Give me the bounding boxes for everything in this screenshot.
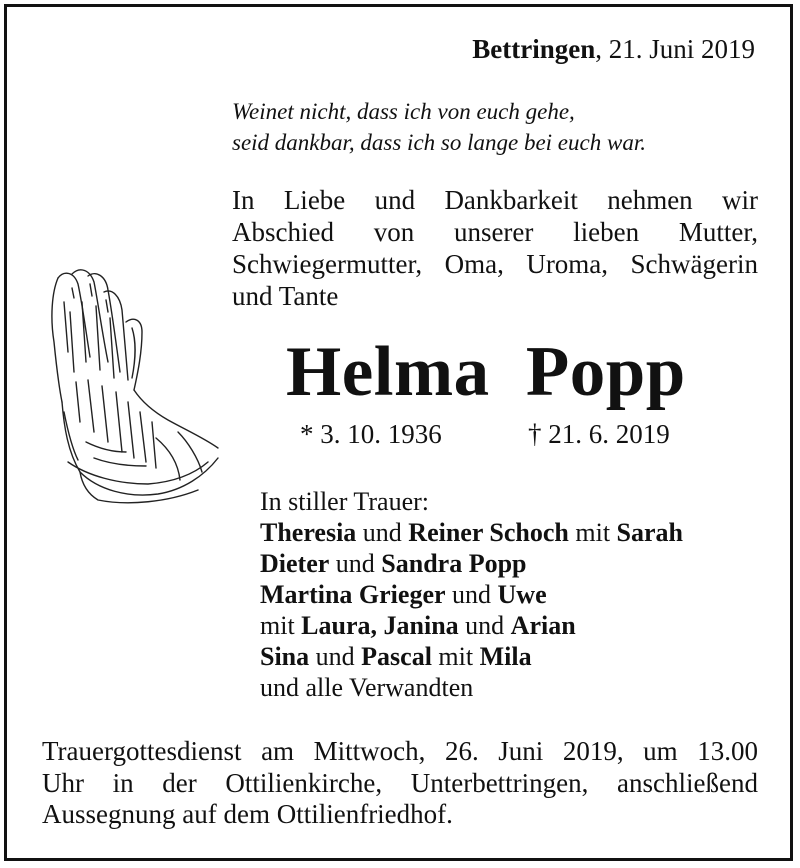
connector: und [445, 580, 498, 609]
mourner-name: Uwe [497, 580, 547, 609]
death-date: † 21. 6. 2019 [528, 419, 670, 449]
mourner-name: Mila [479, 642, 532, 671]
service-info [42, 736, 758, 831]
mourner-row [260, 610, 683, 641]
service-line: Aussegnung auf dem Ottilienfriedhof. [42, 799, 453, 829]
intro-line: und Tante [232, 281, 339, 311]
date: , 21. Juni 2019 [595, 34, 755, 64]
deceased-name: Helma Popp [286, 333, 686, 411]
mourner-name: Reiner Schoch [408, 518, 569, 547]
quote-line: Weinet nicht, dass ich von euch gehe, [232, 99, 575, 124]
connector: mit [431, 642, 480, 671]
quote-line: seid dankbar, dass ich so lange bei euch war. [232, 130, 646, 155]
mourner-name: Dieter [260, 549, 330, 578]
mourners-heading: In stiller Trauer: [260, 487, 429, 516]
mourner-name: Theresia [260, 518, 357, 547]
intro-line: Abschied von unserer lieben Mutter, [232, 217, 758, 247]
service-line: Uhr in der Ottilienkirche, Unterbettringen, anschließend [42, 767, 758, 798]
service-line: Trauergottesdienst am Mittwoch, 26. Juni 2019, um 13.00 [42, 736, 758, 766]
mourner-name: Sandra Popp [381, 549, 527, 578]
connector: mit [260, 611, 302, 640]
connector: und [458, 611, 511, 640]
praying-hands-icon [28, 262, 224, 506]
mourner-row [260, 517, 683, 548]
mourner-name: Martina Grieger [260, 580, 446, 609]
place-date [472, 34, 755, 65]
mourners-list [260, 486, 683, 703]
connector: und [356, 518, 409, 547]
birth-date: * 3. 10. 1936 [300, 419, 442, 449]
mourner-name: Pascal [361, 642, 432, 671]
mourner-row [260, 641, 683, 672]
mourner-name: Laura, Janina [301, 611, 459, 640]
intro-line: Schwiegermutter, Oma, Uroma, Schwägerin [232, 249, 758, 279]
mourner-name: Arian [510, 611, 576, 640]
mourner-name: Sina [260, 642, 310, 671]
connector: und [329, 549, 382, 578]
mourners-footer: und alle Verwandten [260, 673, 474, 702]
quote [232, 96, 646, 158]
mourner-name: Sarah [616, 518, 684, 547]
intro-line: In Liebe und Dankbarkeit nehmen wir [232, 185, 758, 215]
intro-text [232, 184, 758, 312]
mourner-row [260, 548, 683, 579]
mourner-row [260, 579, 683, 610]
connector: mit [568, 518, 617, 547]
place: Bettringen [472, 34, 596, 64]
connector: und [309, 642, 362, 671]
